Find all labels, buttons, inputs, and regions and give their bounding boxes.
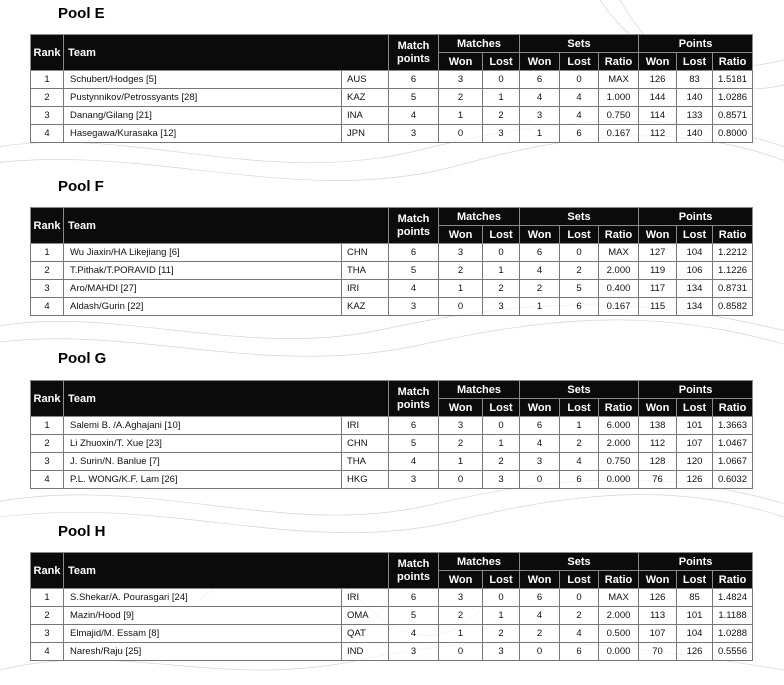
sets-lost-cell: 6 xyxy=(560,298,599,316)
sets-ratio-cell: 2.000 xyxy=(599,435,639,453)
sets-header: Sets xyxy=(520,35,639,53)
sets-won-header: Won xyxy=(520,571,560,589)
points-won-cell: 114 xyxy=(639,107,677,125)
sets-lost-cell: 5 xyxy=(560,280,599,298)
points-won-cell: 70 xyxy=(639,643,677,661)
matches-header: Matches xyxy=(439,35,520,53)
points-lost-cell: 104 xyxy=(677,625,713,643)
table-row xyxy=(31,298,784,316)
team-cell: Mazin/Hood [9] xyxy=(64,607,342,625)
sets-won-header: Won xyxy=(520,226,560,244)
points-header: Points xyxy=(639,553,753,571)
points-ratio-cell: 1.0288 xyxy=(713,625,753,643)
pool-title: Pool E xyxy=(58,5,105,22)
table-row xyxy=(31,625,784,643)
rank-cell: 1 xyxy=(31,71,64,89)
matches-won-cell: 2 xyxy=(439,607,483,625)
matches-lost-cell: 1 xyxy=(483,89,520,107)
country-cell: CHN xyxy=(342,435,389,453)
sets-lost-cell: 4 xyxy=(560,453,599,471)
matches-won-header: Won xyxy=(439,399,483,417)
points-won-cell: 126 xyxy=(639,589,677,607)
points-won-cell: 127 xyxy=(639,244,677,262)
sets-lost-cell: 0 xyxy=(560,244,599,262)
points-lost-cell: 134 xyxy=(677,298,713,316)
points-ratio-header: Ratio xyxy=(713,399,753,417)
rank-header: Rank xyxy=(31,35,64,71)
points-won-cell: 117 xyxy=(639,280,677,298)
country-cell: HKG xyxy=(342,471,389,489)
points-won-cell: 138 xyxy=(639,417,677,435)
matches-lost-cell: 0 xyxy=(483,589,520,607)
pool-standings-table xyxy=(30,380,784,489)
pool-title: Pool H xyxy=(58,523,106,540)
points-ratio-cell: 0.6032 xyxy=(713,471,753,489)
points-won-cell: 128 xyxy=(639,453,677,471)
match-points-cell: 6 xyxy=(389,71,439,89)
points-lost-header: Lost xyxy=(677,399,713,417)
sets-won-cell: 0 xyxy=(520,471,560,489)
matches-header: Matches xyxy=(439,208,520,226)
sets-ratio-header: Ratio xyxy=(599,53,639,71)
rank-cell: 3 xyxy=(31,625,64,643)
matches-won-cell: 2 xyxy=(439,262,483,280)
matches-won-cell: 0 xyxy=(439,643,483,661)
match-points-header: Match points xyxy=(389,553,439,589)
sets-header: Sets xyxy=(520,208,639,226)
matches-lost-header: Lost xyxy=(483,53,520,71)
points-ratio-cell: 1.5181 xyxy=(713,71,753,89)
table-row xyxy=(31,471,784,489)
rank-cell: 4 xyxy=(31,643,64,661)
rank-cell: 1 xyxy=(31,417,64,435)
sets-won-cell: 6 xyxy=(520,71,560,89)
match-points-cell: 4 xyxy=(389,280,439,298)
matches-lost-cell: 2 xyxy=(483,107,520,125)
matches-won-cell: 3 xyxy=(439,71,483,89)
team-cell: T.Pithak/T.PORAVID [11] xyxy=(64,262,342,280)
points-lost-header: Lost xyxy=(677,226,713,244)
matches-won-cell: 1 xyxy=(439,280,483,298)
sets-ratio-cell: 6.000 xyxy=(599,417,639,435)
matches-lost-cell: 1 xyxy=(483,607,520,625)
rank-cell: 2 xyxy=(31,89,64,107)
sets-ratio-cell: MAX xyxy=(599,71,639,89)
rank-header: Rank xyxy=(31,553,64,589)
matches-lost-header: Lost xyxy=(483,571,520,589)
pool-table-container xyxy=(30,380,748,489)
rank-cell: 3 xyxy=(31,453,64,471)
country-cell: OMA xyxy=(342,607,389,625)
points-ratio-cell: 1.0286 xyxy=(713,89,753,107)
team-cell: Pustynnikov/Petrossyants [28] xyxy=(64,89,342,107)
sets-lost-cell: 4 xyxy=(560,107,599,125)
pool-table-container xyxy=(30,552,748,661)
points-ratio-cell: 0.8731 xyxy=(713,280,753,298)
sets-ratio-cell: MAX xyxy=(599,589,639,607)
matches-lost-cell: 3 xyxy=(483,125,520,143)
points-lost-cell: 104 xyxy=(677,244,713,262)
country-cell: JPN xyxy=(342,125,389,143)
sets-ratio-cell: 2.000 xyxy=(599,607,639,625)
country-cell: KAZ xyxy=(342,298,389,316)
rank-cell: 1 xyxy=(31,244,64,262)
sets-won-cell: 3 xyxy=(520,107,560,125)
points-ratio-cell: 1.1226 xyxy=(713,262,753,280)
matches-lost-cell: 1 xyxy=(483,262,520,280)
table-row xyxy=(31,107,784,125)
points-won-header: Won xyxy=(639,226,677,244)
sets-won-cell: 6 xyxy=(520,244,560,262)
match-points-cell: 5 xyxy=(389,89,439,107)
sets-ratio-cell: 0.750 xyxy=(599,453,639,471)
sets-won-cell: 0 xyxy=(520,643,560,661)
points-lost-cell: 134 xyxy=(677,280,713,298)
points-header: Points xyxy=(639,381,753,399)
sets-lost-cell: 4 xyxy=(560,89,599,107)
table-row xyxy=(31,589,784,607)
match-points-header: Match points xyxy=(389,208,439,244)
match-points-cell: 3 xyxy=(389,125,439,143)
match-points-cell: 5 xyxy=(389,607,439,625)
sets-ratio-cell: 0.000 xyxy=(599,471,639,489)
sets-won-header: Won xyxy=(520,53,560,71)
sets-won-cell: 4 xyxy=(520,607,560,625)
table-row xyxy=(31,280,784,298)
points-ratio-header: Ratio xyxy=(713,53,753,71)
match-points-cell: 3 xyxy=(389,471,439,489)
points-lost-cell: 85 xyxy=(677,589,713,607)
match-points-cell: 6 xyxy=(389,244,439,262)
points-header: Points xyxy=(639,208,753,226)
match-points-cell: 6 xyxy=(389,589,439,607)
matches-header: Matches xyxy=(439,381,520,399)
team-cell: S.Shekar/A. Pourasgari [24] xyxy=(64,589,342,607)
rank-cell: 2 xyxy=(31,262,64,280)
sets-lost-cell: 6 xyxy=(560,125,599,143)
table-row xyxy=(31,244,784,262)
points-header: Points xyxy=(639,35,753,53)
country-cell: IRI xyxy=(342,280,389,298)
matches-header: Matches xyxy=(439,553,520,571)
team-cell: Elmajid/M. Essam [8] xyxy=(64,625,342,643)
points-won-cell: 119 xyxy=(639,262,677,280)
points-ratio-cell: 0.5556 xyxy=(713,643,753,661)
sets-lost-cell: 4 xyxy=(560,625,599,643)
team-header: Team xyxy=(64,553,389,589)
team-header: Team xyxy=(64,381,389,417)
matches-lost-cell: 0 xyxy=(483,417,520,435)
points-won-cell: 113 xyxy=(639,607,677,625)
matches-lost-cell: 3 xyxy=(483,471,520,489)
team-cell: Wu Jiaxin/HA Likejiang [6] xyxy=(64,244,342,262)
matches-won-cell: 0 xyxy=(439,471,483,489)
points-won-cell: 76 xyxy=(639,471,677,489)
match-points-cell: 5 xyxy=(389,435,439,453)
match-points-cell: 4 xyxy=(389,625,439,643)
sets-lost-header: Lost xyxy=(560,226,599,244)
matches-won-cell: 1 xyxy=(439,625,483,643)
matches-won-cell: 1 xyxy=(439,453,483,471)
points-lost-cell: 106 xyxy=(677,262,713,280)
table-row xyxy=(31,262,784,280)
sets-won-cell: 6 xyxy=(520,589,560,607)
pool-standings-table xyxy=(30,552,784,661)
country-cell: THA xyxy=(342,453,389,471)
matches-lost-cell: 3 xyxy=(483,298,520,316)
sets-ratio-cell: 0.400 xyxy=(599,280,639,298)
rank-cell: 4 xyxy=(31,298,64,316)
pool-table-container xyxy=(30,207,748,316)
matches-won-cell: 3 xyxy=(439,244,483,262)
match-points-cell: 4 xyxy=(389,107,439,125)
points-ratio-header: Ratio xyxy=(713,571,753,589)
points-won-cell: 112 xyxy=(639,435,677,453)
country-cell: KAZ xyxy=(342,89,389,107)
rank-header: Rank xyxy=(31,208,64,244)
team-cell: Aldash/Gurin [22] xyxy=(64,298,342,316)
sets-won-cell: 1 xyxy=(520,298,560,316)
team-cell: Salemi B. /A.Aghajani [10] xyxy=(64,417,342,435)
matches-won-header: Won xyxy=(439,571,483,589)
points-lost-cell: 126 xyxy=(677,643,713,661)
sets-lost-cell: 1 xyxy=(560,417,599,435)
sets-ratio-cell: 1.000 xyxy=(599,89,639,107)
sets-ratio-header: Ratio xyxy=(599,399,639,417)
country-cell: IRI xyxy=(342,417,389,435)
points-ratio-header: Ratio xyxy=(713,226,753,244)
sets-lost-cell: 0 xyxy=(560,589,599,607)
team-cell: Aro/MAHDI [27] xyxy=(64,280,342,298)
points-ratio-cell: 1.4824 xyxy=(713,589,753,607)
points-won-header: Won xyxy=(639,399,677,417)
points-lost-header: Lost xyxy=(677,571,713,589)
sets-lost-cell: 6 xyxy=(560,471,599,489)
sets-lost-header: Lost xyxy=(560,571,599,589)
country-cell: CHN xyxy=(342,244,389,262)
sets-ratio-cell: 0.000 xyxy=(599,643,639,661)
points-ratio-cell: 0.8571 xyxy=(713,107,753,125)
points-lost-cell: 140 xyxy=(677,125,713,143)
table-row xyxy=(31,607,784,625)
matches-won-cell: 0 xyxy=(439,298,483,316)
points-lost-cell: 101 xyxy=(677,607,713,625)
points-ratio-cell: 1.3663 xyxy=(713,417,753,435)
team-cell: P.L. WONG/K.F. Lam [26] xyxy=(64,471,342,489)
match-points-cell: 3 xyxy=(389,643,439,661)
table-row xyxy=(31,453,784,471)
sets-ratio-header: Ratio xyxy=(599,571,639,589)
sets-ratio-cell: 0.750 xyxy=(599,107,639,125)
pool-title: Pool G xyxy=(58,350,107,367)
points-won-cell: 112 xyxy=(639,125,677,143)
team-cell: Hasegawa/Kurasaka [12] xyxy=(64,125,342,143)
match-points-header: Match points xyxy=(389,35,439,71)
pool-standings-table xyxy=(30,34,784,143)
sets-lost-cell: 2 xyxy=(560,607,599,625)
rank-header: Rank xyxy=(31,381,64,417)
matches-won-cell: 2 xyxy=(439,89,483,107)
rank-cell: 2 xyxy=(31,607,64,625)
points-lost-header: Lost xyxy=(677,53,713,71)
sets-ratio-cell: 2.000 xyxy=(599,262,639,280)
matches-won-cell: 3 xyxy=(439,589,483,607)
points-ratio-cell: 1.0667 xyxy=(713,453,753,471)
team-cell: Naresh/Raju [25] xyxy=(64,643,342,661)
matches-won-cell: 2 xyxy=(439,435,483,453)
rank-cell: 3 xyxy=(31,107,64,125)
matches-lost-header: Lost xyxy=(483,399,520,417)
match-points-cell: 6 xyxy=(389,417,439,435)
sets-won-cell: 6 xyxy=(520,417,560,435)
table-row xyxy=(31,71,784,89)
sets-won-cell: 4 xyxy=(520,262,560,280)
points-won-cell: 144 xyxy=(639,89,677,107)
country-cell: IRI xyxy=(342,589,389,607)
team-cell: Li Zhuoxin/T. Xue [23] xyxy=(64,435,342,453)
sets-won-cell: 4 xyxy=(520,89,560,107)
sets-header: Sets xyxy=(520,553,639,571)
matches-won-cell: 0 xyxy=(439,125,483,143)
table-row xyxy=(31,125,784,143)
points-won-header: Won xyxy=(639,571,677,589)
rank-cell: 1 xyxy=(31,589,64,607)
team-cell: Schubert/Hodges [5] xyxy=(64,71,342,89)
team-header: Team xyxy=(64,35,389,71)
matches-lost-cell: 0 xyxy=(483,244,520,262)
matches-lost-cell: 2 xyxy=(483,453,520,471)
sets-won-cell: 4 xyxy=(520,435,560,453)
country-cell: QAT xyxy=(342,625,389,643)
sets-lost-cell: 6 xyxy=(560,643,599,661)
matches-lost-cell: 2 xyxy=(483,280,520,298)
sets-won-header: Won xyxy=(520,399,560,417)
match-points-cell: 3 xyxy=(389,298,439,316)
sets-won-cell: 2 xyxy=(520,280,560,298)
match-points-cell: 5 xyxy=(389,262,439,280)
sets-ratio-cell: 0.167 xyxy=(599,125,639,143)
country-cell: INA xyxy=(342,107,389,125)
pool-table-container xyxy=(30,34,748,143)
matches-won-cell: 1 xyxy=(439,107,483,125)
sets-header: Sets xyxy=(520,381,639,399)
points-lost-cell: 120 xyxy=(677,453,713,471)
matches-won-header: Won xyxy=(439,226,483,244)
sets-lost-header: Lost xyxy=(560,53,599,71)
team-cell: J. Surin/N. Banlue [7] xyxy=(64,453,342,471)
points-ratio-cell: 1.1188 xyxy=(713,607,753,625)
points-ratio-cell: 0.8582 xyxy=(713,298,753,316)
points-won-header: Won xyxy=(639,53,677,71)
country-cell: THA xyxy=(342,262,389,280)
pool-standings-table xyxy=(30,207,784,316)
matches-lost-cell: 3 xyxy=(483,643,520,661)
points-lost-cell: 83 xyxy=(677,71,713,89)
points-lost-cell: 126 xyxy=(677,471,713,489)
team-header: Team xyxy=(64,208,389,244)
table-row xyxy=(31,89,784,107)
points-lost-cell: 133 xyxy=(677,107,713,125)
rank-cell: 4 xyxy=(31,471,64,489)
sets-lost-header: Lost xyxy=(560,399,599,417)
table-row xyxy=(31,643,784,661)
matches-won-header: Won xyxy=(439,53,483,71)
matches-won-cell: 3 xyxy=(439,417,483,435)
country-cell: IND xyxy=(342,643,389,661)
rank-cell: 3 xyxy=(31,280,64,298)
sets-lost-cell: 0 xyxy=(560,71,599,89)
sets-lost-cell: 2 xyxy=(560,262,599,280)
table-row xyxy=(31,435,784,453)
sets-won-cell: 2 xyxy=(520,625,560,643)
matches-lost-header: Lost xyxy=(483,226,520,244)
sets-won-cell: 3 xyxy=(520,453,560,471)
points-lost-cell: 140 xyxy=(677,89,713,107)
sets-ratio-cell: 0.500 xyxy=(599,625,639,643)
rank-cell: 4 xyxy=(31,125,64,143)
points-won-cell: 107 xyxy=(639,625,677,643)
match-points-header: Match points xyxy=(389,381,439,417)
sets-ratio-cell: 0.167 xyxy=(599,298,639,316)
matches-lost-cell: 2 xyxy=(483,625,520,643)
pool-title: Pool F xyxy=(58,178,104,195)
rank-cell: 2 xyxy=(31,435,64,453)
sets-ratio-header: Ratio xyxy=(599,226,639,244)
points-ratio-cell: 1.0467 xyxy=(713,435,753,453)
table-row xyxy=(31,417,784,435)
sets-lost-cell: 2 xyxy=(560,435,599,453)
points-ratio-cell: 1.2212 xyxy=(713,244,753,262)
sets-ratio-cell: MAX xyxy=(599,244,639,262)
points-lost-cell: 107 xyxy=(677,435,713,453)
points-ratio-cell: 0.8000 xyxy=(713,125,753,143)
match-points-cell: 4 xyxy=(389,453,439,471)
country-cell: AUS xyxy=(342,71,389,89)
points-won-cell: 126 xyxy=(639,71,677,89)
matches-lost-cell: 0 xyxy=(483,71,520,89)
points-lost-cell: 101 xyxy=(677,417,713,435)
sets-won-cell: 1 xyxy=(520,125,560,143)
matches-lost-cell: 1 xyxy=(483,435,520,453)
team-cell: Danang/Gilang [21] xyxy=(64,107,342,125)
points-won-cell: 115 xyxy=(639,298,677,316)
